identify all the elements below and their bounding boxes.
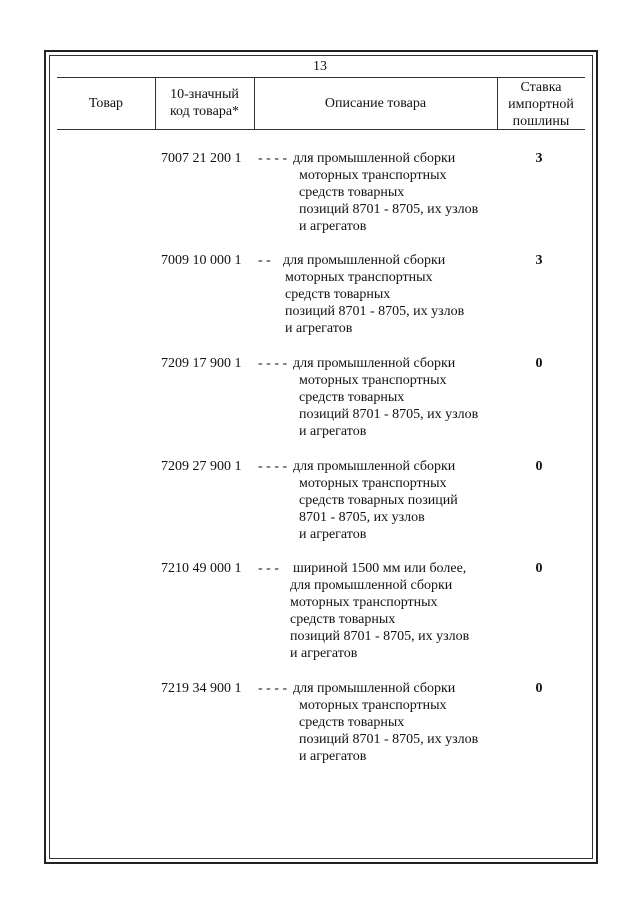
desc-line: и агрегатов	[299, 219, 367, 234]
row-description	[293, 355, 523, 440]
header-code-line2: код товара*	[169, 104, 240, 119]
header-rate	[497, 79, 585, 130]
desc-line: моторных транспортных	[290, 595, 438, 610]
row-rate: 0	[535, 681, 543, 696]
desc-line: и агрегатов	[299, 749, 367, 764]
desc-line: моторных транспортных	[299, 698, 447, 713]
desc-line: средств товарных	[299, 390, 405, 405]
header-code	[155, 86, 254, 120]
row-dash: - - - -	[258, 681, 288, 696]
desc-line: позиций 8701 - 8705, их узлов	[299, 732, 479, 747]
desc-line: позиций 8701 - 8705, их узлов	[299, 407, 479, 422]
row-code: 7210 49 000 1	[161, 561, 242, 576]
row-description	[290, 560, 520, 662]
desc-line: средств товарных	[285, 287, 391, 302]
desc-line: для промышленной сборки	[293, 151, 456, 166]
row-code: 7219 34 900 1	[161, 681, 242, 696]
row-dash: - - - -	[258, 151, 288, 166]
desc-line: позиций 8701 - 8705, их узлов	[290, 629, 470, 644]
row-dash: - - - -	[258, 356, 288, 371]
row-code: 7007 21 200 1	[161, 151, 242, 166]
row-dash: - - -	[258, 561, 279, 576]
row-rate: 0	[535, 459, 543, 474]
desc-line: средств товарных позиций	[299, 493, 458, 508]
header-rate-line3: пошлины	[512, 114, 570, 129]
desc-line: моторных транспортных	[299, 476, 447, 491]
header-tovar: Товар	[88, 96, 124, 111]
desc-line: моторных транспортных	[285, 270, 433, 285]
row-code: 7009 10 000 1	[161, 253, 242, 268]
desc-line: для промышленной сборки	[293, 459, 456, 474]
row-description	[283, 252, 513, 337]
desc-line: и агрегатов	[299, 424, 367, 439]
desc-line: позиций 8701 - 8705, их узлов	[285, 304, 465, 319]
desc-line: шириной 1500 мм или более,	[293, 561, 467, 576]
header-top-rule	[57, 77, 585, 78]
row-dash: - - - -	[258, 459, 288, 474]
desc-line: средств товарных	[299, 185, 405, 200]
desc-line: 8701 - 8705, их узлов	[299, 510, 425, 525]
desc-line: для промышленной сборки	[293, 681, 456, 696]
desc-line: моторных транспортных	[299, 373, 447, 388]
desc-line: и агрегатов	[290, 646, 358, 661]
desc-line: и агрегатов	[285, 321, 353, 336]
desc-line: моторных транспортных	[299, 168, 447, 183]
header-code-line1: 10-значный	[170, 87, 239, 102]
row-description	[293, 680, 523, 765]
desc-line: средств товарных	[299, 715, 405, 730]
header-rate-line1: Ставка	[520, 80, 562, 95]
row-description	[293, 458, 523, 543]
desc-line: позиций 8701 - 8705, их узлов	[299, 202, 479, 217]
header-description: Описание товара	[324, 96, 427, 111]
row-code: 7209 17 900 1	[161, 356, 242, 371]
row-rate: 3	[535, 151, 543, 166]
header-rate-line2: импортной	[508, 97, 574, 112]
row-description	[293, 150, 523, 235]
row-dash: - -	[258, 253, 271, 268]
row-rate: 0	[535, 356, 543, 371]
row-rate: 0	[535, 561, 543, 576]
row-code: 7209 27 900 1	[161, 459, 242, 474]
desc-line: для промышленной сборки	[283, 253, 446, 268]
desc-line: и агрегатов	[299, 527, 367, 542]
desc-line: для промышленной сборки	[293, 356, 456, 371]
desc-line: для промышленной сборки	[290, 578, 453, 593]
row-rate: 3	[535, 253, 543, 268]
desc-line: средств товарных	[290, 612, 396, 627]
page-number: 13	[313, 59, 327, 74]
